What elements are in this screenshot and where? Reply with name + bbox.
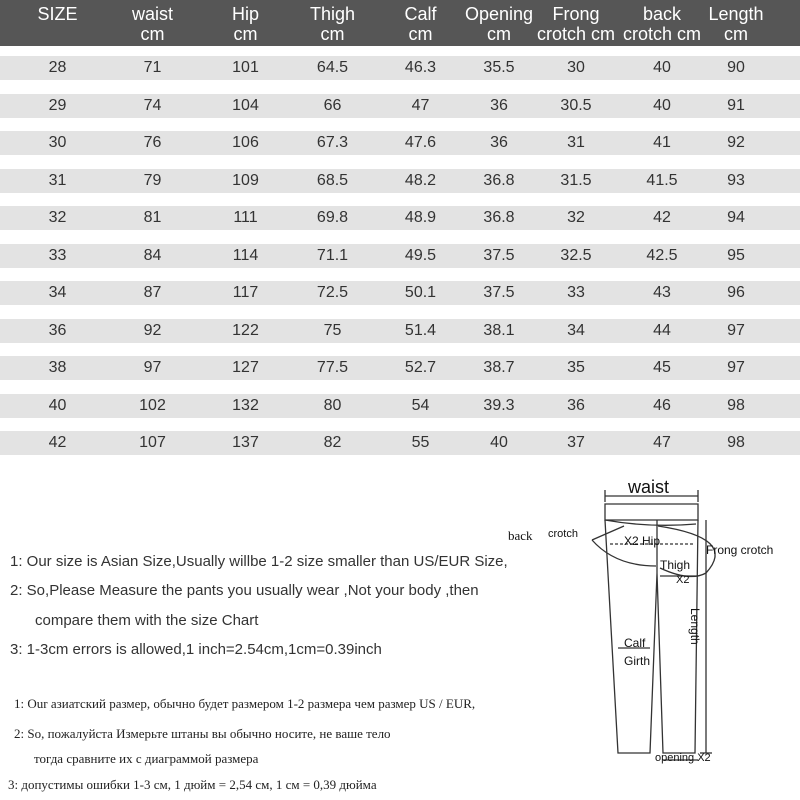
table-cell: 40: [653, 59, 671, 76]
table-cell: 44: [653, 321, 671, 339]
table-cell: 46: [653, 396, 671, 414]
table-cell: 47: [411, 96, 430, 114]
table-cell: 46.3: [404, 59, 437, 76]
table-cell: 37.5: [483, 284, 515, 301]
header-cell-size: [20, 4, 95, 24]
table-cell: 74: [143, 96, 162, 114]
table-cell: 43: [653, 284, 671, 301]
table-cell: 38: [48, 359, 67, 376]
table-cell: 75: [323, 321, 342, 339]
header-label: waist: [131, 4, 173, 24]
table-cell: 36.8: [483, 171, 515, 189]
table-cell: 66: [323, 96, 342, 114]
header-unit: crotch cm: [622, 24, 701, 44]
table-cell: 69.8: [316, 209, 349, 226]
table-cell: 71: [143, 59, 162, 76]
length-label: Length: [688, 608, 702, 645]
table-cell: 132: [232, 396, 259, 414]
table-cell: 122: [232, 321, 259, 339]
table-cell: 36: [567, 396, 585, 414]
table-cell: 41: [653, 134, 671, 151]
header-cell-waist: [110, 4, 195, 44]
table-cell: 82: [323, 434, 342, 451]
table-cell: 31: [567, 134, 585, 151]
table-cell: 37.5: [483, 246, 515, 264]
table-row: [0, 56, 800, 80]
table-header: [0, 0, 800, 46]
header-label: Frong: [552, 4, 600, 24]
table-cell: 97: [143, 359, 162, 376]
table-cell: 34: [48, 284, 67, 301]
table-cell: 96: [727, 284, 745, 301]
table-cell: 32: [567, 209, 585, 226]
table-cell: 49.5: [404, 246, 437, 264]
pants-measurement-diagram: [500, 468, 800, 768]
note-en-3: 3: 1-3cm errors is allowed,1 inch=2.54cm,1cm=0.39inch: [10, 641, 382, 658]
table-cell: 91: [727, 96, 745, 114]
table-cell: 93: [727, 171, 745, 189]
table-cell: 48.9: [404, 209, 437, 226]
table-cell: 87: [143, 284, 162, 301]
table-cell: 47.6: [404, 134, 437, 151]
table-row: [0, 244, 800, 268]
table-cell: 95: [727, 246, 745, 264]
table-cell: 36.8: [483, 209, 515, 226]
table-cell: 71.1: [316, 246, 349, 264]
header-unit: cm: [320, 24, 345, 44]
table-cell: 35: [567, 359, 585, 376]
table-cell: 109: [232, 171, 259, 189]
table-cell: 30.5: [560, 96, 592, 114]
table-row: [0, 319, 800, 343]
header-cell-opening: [458, 4, 540, 44]
table-cell: 64.5: [316, 59, 349, 76]
table-cell: 31.5: [560, 171, 592, 189]
header-cell-back-crotch: [622, 4, 702, 44]
table-cell: 37: [567, 434, 585, 451]
table-cell: 36: [490, 134, 508, 151]
header-unit: cm: [233, 24, 258, 44]
note-ru-3: 3: допустимы ошибки 1-3 см, 1 дюйм = 2,54 см, 1 см = 0,39 дюйма: [8, 777, 377, 792]
table-cell: 30: [567, 59, 585, 76]
table-cell: 33: [567, 284, 585, 301]
note-ru-2-continued: тогда сравните их с диаграммой размера: [34, 751, 259, 766]
table-cell: 45: [653, 359, 671, 376]
table-cell: 32: [48, 209, 67, 226]
front-crotch-label: Frong crotch: [706, 543, 774, 557]
header-label: Calf: [404, 4, 437, 24]
table-cell: 80: [323, 396, 342, 414]
table-cell: 90: [727, 59, 745, 76]
table-cell: 32.5: [560, 246, 592, 264]
table-row: [0, 281, 800, 305]
note-en-2: 2: So,Please Measure the pants you usually wear ,Not your body ,then: [10, 582, 479, 599]
table-cell: 98: [727, 434, 745, 451]
header-label: Hip: [231, 4, 259, 24]
table-cell: 41.5: [646, 171, 678, 189]
hip-label: X2 Hip: [624, 534, 661, 548]
header-label: back: [642, 4, 682, 24]
waist-label: waist: [628, 477, 670, 497]
header-unit: crotch cm: [536, 24, 615, 44]
crotch-label: crotch: [548, 528, 578, 540]
table-cell: 111: [233, 209, 258, 226]
table-row: [0, 206, 800, 230]
table-row: [0, 169, 800, 193]
back-label: back: [508, 528, 533, 543]
table-cell: 28: [48, 59, 67, 76]
table-cell: 76: [143, 134, 162, 151]
table-cell: 84: [143, 246, 162, 264]
table-cell: 102: [139, 396, 166, 414]
table-cell: 114: [232, 246, 259, 264]
header-unit: cm: [408, 24, 433, 44]
table-cell: 50.1: [404, 284, 437, 301]
table-cell: 92: [727, 134, 745, 151]
header-cell-front-crotch: [532, 4, 620, 44]
table-cell: 33: [48, 246, 67, 264]
header-unit: cm: [487, 24, 511, 44]
table-row: [0, 431, 800, 455]
thigh-label: Thigh: [660, 558, 691, 572]
table-row: [0, 394, 800, 418]
header-cell-calf: [378, 4, 463, 44]
table-cell: 107: [139, 434, 166, 451]
header-label: Thigh: [309, 4, 356, 24]
table-cell: 40: [490, 434, 508, 451]
table-cell: 42.5: [646, 246, 678, 264]
header-unit: cm: [140, 24, 165, 44]
calf-label: Calf: [624, 636, 646, 650]
table-cell: 67.3: [316, 134, 349, 151]
table-cell: 39.3: [483, 396, 515, 414]
table-cell: 36: [490, 96, 508, 114]
table-cell: 47: [653, 434, 671, 451]
table-cell: 54: [411, 396, 430, 414]
girth-label: Girth: [624, 654, 651, 668]
table-row: [0, 94, 800, 118]
table-cell: 38.7: [483, 359, 515, 376]
table-cell: 79: [143, 171, 162, 189]
table-cell: 68.5: [316, 171, 349, 189]
table-cell: 92: [143, 321, 162, 339]
table-cell: 55: [411, 434, 430, 451]
table-cell: 51.4: [404, 321, 437, 339]
table-cell: 117: [232, 284, 259, 301]
header-cell-length: [696, 4, 776, 44]
table-row: [0, 131, 800, 155]
table-cell: 81: [143, 209, 162, 226]
table-cell: 98: [727, 396, 745, 414]
note-en-1: 1: Our size is Asian Size,Usually willbe 1-2 size smaller than US/EUR Size,: [10, 553, 508, 570]
table-cell: 77.5: [316, 359, 349, 376]
table-cell: 35.5: [483, 59, 515, 76]
table-cell: 34: [567, 321, 585, 339]
header-label: Length: [708, 4, 764, 24]
table-cell: 72.5: [316, 284, 349, 301]
table-cell: 36: [48, 321, 67, 339]
header-unit: cm: [724, 24, 748, 44]
table-cell: 31: [48, 171, 67, 189]
table-cell: 97: [727, 359, 745, 376]
header-cell-thigh: [290, 4, 375, 44]
table-cell: 106: [232, 134, 259, 151]
table-cell: 94: [727, 209, 745, 226]
pants-outline-icon: [500, 468, 800, 768]
table-cell: 52.7: [404, 359, 437, 376]
table-cell: 97: [727, 321, 745, 339]
table-row: [0, 356, 800, 380]
table-cell: 38.1: [483, 321, 515, 339]
header-label: Opening: [464, 4, 534, 24]
table-cell: 30: [48, 134, 67, 151]
note-ru-1: 1: Our азиатский размер, обычно будет размером 1-2 размера чем размер US / EUR,: [14, 696, 476, 711]
table-cell: 137: [232, 434, 259, 451]
table-cell: 48.2: [404, 171, 437, 189]
table-cell: 40: [48, 396, 67, 414]
opening-label: opening X2: [655, 752, 711, 764]
table-cell: 29: [48, 96, 67, 114]
table-cell: 101: [232, 59, 259, 76]
table-cell: 42: [48, 434, 67, 451]
note-en-2-continued: compare them with the size Chart: [35, 612, 259, 629]
table-cell: 127: [232, 359, 259, 376]
note-ru-2: 2: So, пожалуйста Измерьте штаны вы обычно носите, не ваше тело: [14, 726, 391, 741]
table-cell: 40: [653, 96, 671, 114]
header-cell-hip: [203, 4, 288, 44]
header-label: SIZE: [37, 4, 78, 24]
thigh-x2-label: X2: [676, 574, 690, 586]
table-cell: 42: [653, 209, 671, 226]
table-cell: 104: [232, 96, 259, 114]
